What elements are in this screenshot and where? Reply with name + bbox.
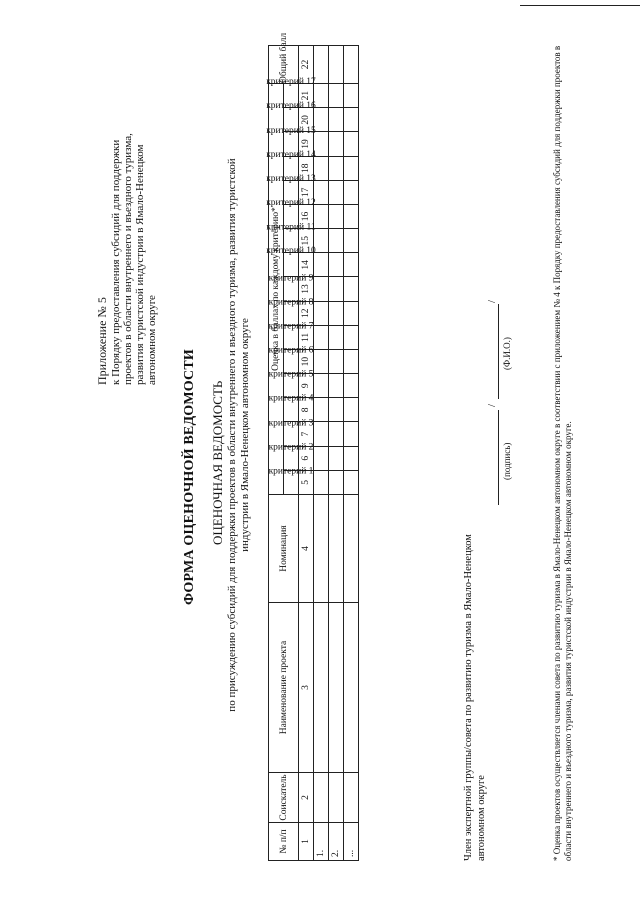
criterion-header: критерий 1 [268,466,314,477]
criterion-header: критерий 12 [266,198,316,209]
column-number: 8 [299,398,314,422]
table-row [344,46,359,861]
appendix-text: к Порядку предоставления субсидий для поддержки проектов в области внутреннего и въездного туризма, развития туристской индустрии в Ямало-Ненецком автономном округе [110,133,158,385]
signature-separator: / [486,403,498,407]
header-scores: Оценка в баллах по каждому критерию* [269,84,284,495]
header-project: Наименование проекта [269,603,299,773]
table-row [314,46,329,861]
column-number: 19 [299,132,314,156]
header-applicant: Соискатель [269,773,299,823]
column-number: 13 [299,277,314,301]
signature-line [498,410,499,505]
name-line [498,304,499,399]
criterion-header: критерий 2 [268,442,314,453]
column-number: 10 [299,349,314,373]
row-number: ... [344,823,359,861]
header-number: № п/п [269,823,299,861]
criterion-header: критерий 3 [268,418,314,429]
row-number: 2. [329,823,344,861]
form-title: ФОРМА ОЦЕНОЧНОЙ ВЕДОМОСТИ [182,349,197,605]
criterion-header: критерий 5 [268,369,314,380]
column-number: 17 [299,180,314,204]
appendix-number: Приложение № 5 [95,297,109,385]
column-number: 18 [299,156,314,180]
criterion-header: критерий 17 [266,77,316,88]
column-number: 6 [299,446,314,470]
column-number: 9 [299,374,314,398]
column-number: 1 [299,823,314,861]
column-number: 12 [299,301,314,325]
name-caption: (Ф.И.О.) [502,337,512,370]
criterion-header: критерий 10 [266,246,316,257]
criterion-header: критерий 8 [268,297,314,308]
column-number: 7 [299,422,314,446]
criterion-header: критерий 9 [268,273,314,284]
column-number: 16 [299,204,314,228]
criterion-header: критерий 11 [266,222,316,233]
criterion-header: критерий 13 [266,174,316,185]
criterion-header: критерий 6 [268,345,314,356]
column-number: 20 [299,108,314,132]
criterion-header: критерий 15 [266,125,316,136]
header-nomination: Номинация [269,495,299,603]
column-number-row [299,46,314,861]
signature-caption: (подпись) [502,442,512,480]
expert-member-label: Член экспертной группы/совета по развитию туризма в Ямало-Ненецком автономном округе [463,534,487,861]
column-number: 5 [299,470,314,494]
column-number: 2 [299,773,314,823]
signature-separator: / [486,299,498,303]
header-total: Общий балл [269,46,299,84]
footnote: * Оценка проектов осуществляется членами совета по развитию туризма в Ямало-Ненецком автономном округе в соответствии с приложением № 4 к Порядку предоставления субсидий для поддержки проектов в области внутреннего и въездного туризма, развития туристской индустрии в Ямало-Ненецком автономном округе. [552,45,573,861]
column-number: 11 [299,325,314,349]
criterion-header: критерий 7 [268,321,314,332]
criterion-header: критерий 14 [266,149,316,160]
row-number: 1. [314,823,329,861]
column-number: 22 [299,46,314,84]
column-number: 4 [299,495,314,603]
column-number: 15 [299,229,314,253]
evaluation-table [266,32,359,861]
criterion-header: критерий 4 [268,394,314,405]
column-number: 3 [299,603,314,773]
column-number: 14 [299,253,314,277]
table-row [329,46,344,861]
column-number: 21 [299,84,314,108]
document-subtitle: ОЦЕНОЧНАЯ ВЕДОМОСТЬ [210,380,225,545]
document-description: по присуждению субсидий для поддержки проектов в области внутреннего и въездного туризма, развития туристской индустрии в Ямало-Ненецком автономном округе [226,158,251,712]
criterion-header: критерий 16 [266,101,316,112]
